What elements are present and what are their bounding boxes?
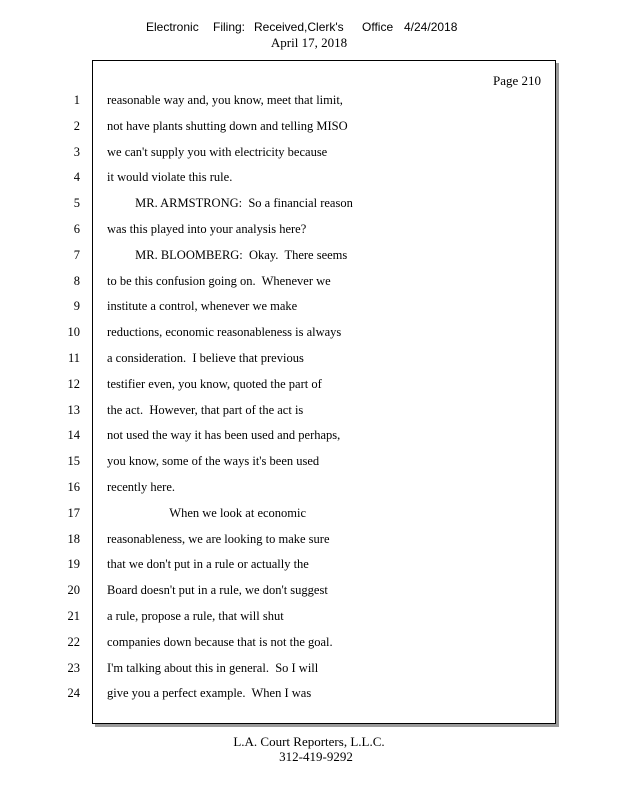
line-number: 7 [73, 247, 80, 262]
hearing-date: April 17, 2018 [270, 35, 348, 50]
stamp-received: Received,Clerk's [254, 20, 344, 34]
line-number: 10 [67, 325, 80, 340]
stamp-electronic: Electronic [146, 20, 199, 34]
line-number: 1 [73, 93, 80, 107]
line-number: 23 [67, 660, 80, 675]
line-number: 4 [73, 170, 80, 185]
line-number: 12 [67, 376, 80, 391]
transcript-line: it would violate this rule. [107, 170, 233, 185]
transcript-line: to be this confusion going on. Whenever we [107, 273, 331, 288]
transcript-line: reasonableness, we are looking to make sure [107, 531, 330, 546]
stamp-date: 4/24/2018 [404, 20, 458, 34]
transcript-line: a rule, propose a rule, that will shut [107, 609, 284, 623]
line-number: 17 [67, 505, 80, 520]
court-reporter-name: L.A. Court Reporters, L.L.C. [233, 734, 385, 749]
line-number: 16 [67, 480, 80, 494]
line-number: 13 [67, 402, 80, 417]
line-number: 20 [67, 583, 80, 598]
transcript-line: not used the way it has been used and perhaps, [107, 428, 341, 443]
transcript-line: Board doesn't put in a rule, we don't suggest [107, 583, 328, 598]
transcript-line: not have plants shutting down and telling MISO [107, 118, 348, 133]
court-reporter-phone: 312-419-9292 [279, 749, 353, 764]
transcript-line: that we don't put in a rule or actually the [107, 557, 309, 572]
transcript-line: When we look at economic [107, 505, 307, 520]
transcript-line: you know, some of the ways it's been used [107, 454, 320, 469]
stamp-filing: Filing: [213, 20, 246, 34]
transcript-line: recently here. [107, 480, 176, 494]
transcript-line: companies down because that is not the goal. [107, 634, 333, 649]
line-number: 2 [73, 118, 80, 133]
line-number: 22 [67, 634, 80, 649]
transcript-line: the act. However, that part of the act is [107, 402, 304, 417]
stamp-office: Office [362, 20, 394, 34]
line-number: 6 [73, 222, 80, 236]
transcript-line: we can't supply you with electricity because [107, 144, 328, 159]
line-number: 5 [73, 196, 80, 211]
transcript-line: was this played into your analysis here? [107, 222, 307, 236]
line-number: 11 [67, 351, 80, 365]
line-number: 9 [73, 299, 80, 314]
line-number: 24 [67, 686, 80, 701]
transcript-line: reasonable way and, you know, meet that limit, [107, 93, 343, 107]
transcript-line: MR. BLOOMBERG: Okay. There seems [107, 247, 348, 262]
transcript-line: testifier even, you know, quoted the part of [107, 376, 322, 391]
transcript-line: institute a control, whenever we make [107, 299, 298, 314]
transcript-page [92, 60, 556, 724]
electronic-filing-stamp [0, 20, 618, 36]
transcript-line: give you a perfect example. When I was [107, 686, 312, 701]
line-number: 14 [67, 428, 80, 443]
line-number: 19 [67, 557, 80, 572]
line-number: 3 [73, 144, 80, 159]
page-number: Page 210 [492, 73, 541, 88]
transcript-line: I'm talking about this in general. So I will [107, 660, 319, 675]
transcript-line: a consideration. I believe that previous [107, 351, 304, 365]
transcript-line: MR. ARMSTRONG: So a financial reason [107, 196, 353, 211]
line-number: 18 [67, 531, 80, 546]
line-number: 15 [67, 454, 80, 469]
line-number: 21 [67, 609, 80, 623]
line-number: 8 [73, 273, 80, 288]
transcript-line: reductions, economic reasonableness is always [107, 325, 342, 340]
